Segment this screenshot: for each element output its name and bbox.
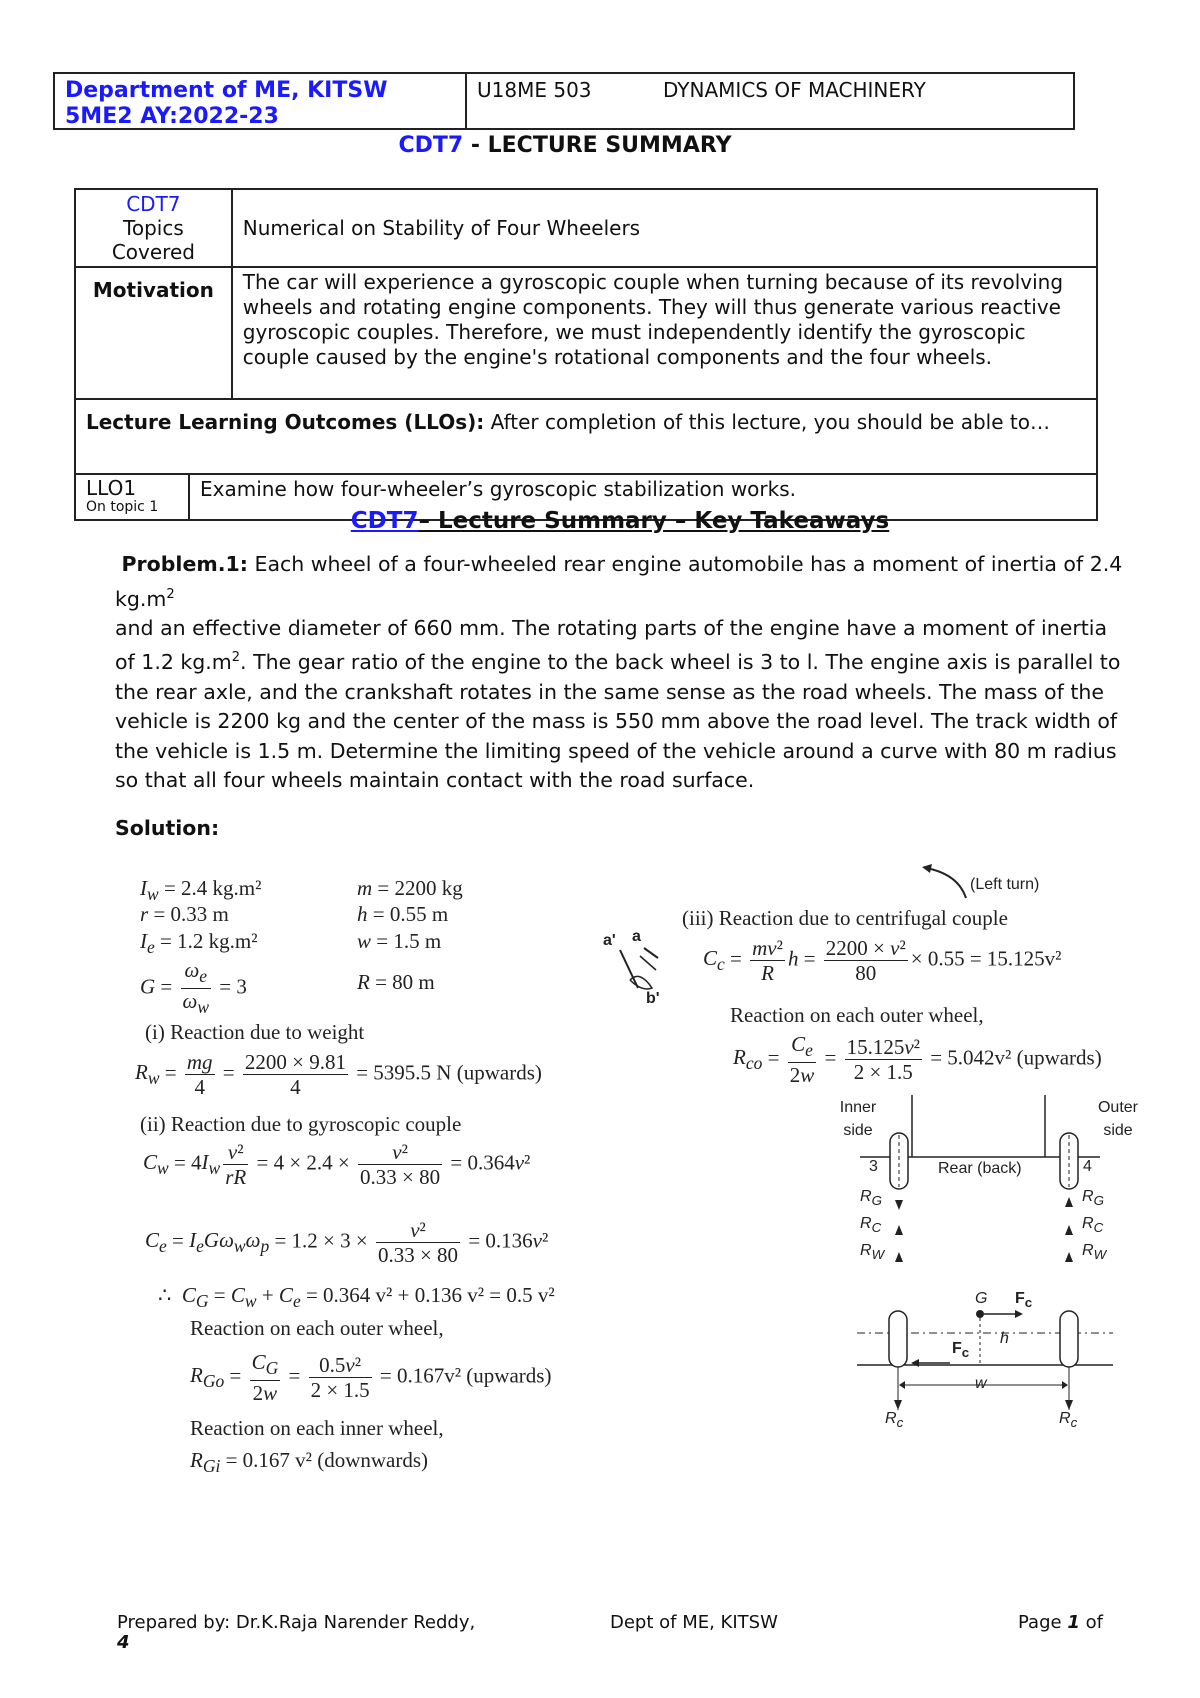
- label-a-prime: a': [603, 932, 616, 949]
- footer-total-pages: 4: [117, 1632, 130, 1653]
- given-w: w = 1.5 m: [357, 929, 442, 953]
- left-turn-label: (Left turn): [970, 876, 1040, 893]
- w-label: w: [975, 1375, 987, 1392]
- outer-wheel-label: Reaction on each outer wheel,: [190, 1316, 444, 1340]
- motivation-text: The car will experience a gyroscopic couple when turning because of its revolving wheels and rotating engine components. They will thus generate various reactive gyroscopic couples. Therefore, we must independently identify the gyroscopic couple caused by the engine's rotational components and the four wheels.: [232, 267, 1097, 399]
- section-heading-text: – Lecture Summary – Key Takeaways: [418, 508, 890, 534]
- rc-label-right: $R_c$: [1059, 1410, 1078, 1431]
- course-code: U18ME 503: [477, 78, 592, 102]
- summary-title-code: CDT7: [398, 133, 464, 158]
- rg-outer: $R_G$: [1082, 1188, 1104, 1209]
- llo-label: Lecture Learning Outcomes (LLOs):: [86, 410, 485, 434]
- problem-label: Problem.1:: [121, 552, 248, 576]
- summary-title-text: - LECTURE SUMMARY: [463, 133, 732, 158]
- step2-heading: (ii) Reaction due to gyroscopic couple: [140, 1112, 462, 1136]
- given-m: m = 2200 kg: [357, 876, 463, 900]
- rco-equation: $R_{co}$ = $\frac{C_e}{2w}$ = $\frac{\text{15.125v²}}{2 \times 1.5}$ = 5.042v² (upwards): [733, 1032, 1102, 1088]
- llo1-label: LLO1: [86, 476, 137, 500]
- given-h: h = 0.55 m: [357, 902, 449, 926]
- section-heading: [0, 508, 1200, 534]
- h-label: h: [1000, 1330, 1009, 1347]
- g-label: G: [975, 1290, 988, 1307]
- fc-label-bottom: $F_c$: [952, 1340, 970, 1361]
- problem-line1: Each wheel of a four-wheeled rear engine automobile has a moment of inertia of 2.4 kg.m: [115, 552, 1123, 611]
- wheel-3-label: 3: [869, 1158, 878, 1175]
- outer-side-label: Outer side: [1097, 1099, 1138, 1139]
- llo1-text: Examine how four-wheeler’s gyroscopic stabilization works.: [189, 474, 1097, 520]
- given-R: R = 80 m: [357, 970, 435, 994]
- llo-intro: After completion of this lecture, you should be able to…: [484, 410, 1050, 434]
- llo1-sub: On topic 1: [86, 499, 159, 515]
- header-left-cell: [55, 74, 467, 128]
- cdt-label: CDT7: [126, 192, 181, 216]
- given-r: r = 0.33 m: [140, 902, 229, 926]
- step1-heading: (i) Reaction due to weight: [145, 1020, 365, 1044]
- problem-line2b: . The gear ratio of the engine to the back wheel is 3 to l. The engine axis is parallel to the rear axle, and the crankshaft rotates in the same sense as the road wheels. The mass of the vehicle is 2200 kg and the center of the mass is 550 mm above the road level. The track width of the vehicle is 1.5 m. Determine the limiting speed of the vehicle around a curve with 80 m radius so that all four wheels maintain contact with the road surface.: [115, 650, 1121, 793]
- inner-wheel-label: Reaction on each inner wheel,: [190, 1416, 444, 1440]
- label-b-prime: b': [646, 990, 660, 1007]
- rc-outer: $R_C$: [1082, 1215, 1104, 1236]
- fc-label-top: $F_c$: [1015, 1290, 1033, 1311]
- wheel-4-label: 4: [1083, 1158, 1092, 1175]
- topics-value: Numerical on Stability of Four Wheelers: [232, 189, 1097, 267]
- semester-year: 5ME2 AY:2022-23: [65, 104, 279, 129]
- ce-equation: $C_e = I_eG\omega_w\omega_p = 1.2 \times 3$ × $\frac{\text{v²}}{0.33 \times 80}$ = 0.136v²: [145, 1218, 549, 1267]
- rw-outer: $R_W$: [1082, 1242, 1107, 1263]
- rw-equation: $R_w$ = $\frac{mg}{4}$ = $\frac{2200 \times 9.81}{4}$ = 5395.5 N (upwards): [135, 1050, 542, 1099]
- rc-inner: $R_C$: [860, 1215, 882, 1236]
- solution-label: Solution:: [115, 816, 220, 840]
- problem-statement: [115, 550, 1125, 796]
- cw-equation: $C_w = 4I_w$ $\frac{\text{v²}}{rR}$ = 4 × 2.4 × $\frac{\text{v²}}{0.33 \times 80}$ = 0.364v²: [143, 1140, 531, 1189]
- step3-heading: (iii) Reaction due to centrifugal couple: [682, 906, 1008, 930]
- footer-prepared: Prepared by: Dr.K.Raja Narender Reddy,: [117, 1612, 476, 1633]
- outer-wheel-label-2: Reaction on each outer wheel,: [730, 1003, 984, 1027]
- section-heading-code: CDT7: [350, 508, 419, 534]
- cc-equation: $C_c$ = $\frac{\text{mv²}}{R}$ h = $\frac{\text{2200 × v²}}{80}$ × 0.55 = 15.125v²: [703, 936, 1062, 985]
- given-iw: $I_w = 2.4$ kg.m²: [140, 876, 262, 905]
- rgo-equation: $R_{Go}$ = $\frac{C_G}{2w}$ = $\frac{\text{0.5v²}}{2 \times 1.5}$ = 0.167v² (upwards): [190, 1350, 552, 1406]
- header-box: [53, 72, 1075, 130]
- course-name: DYNAMICS OF MACHINERY: [663, 78, 926, 102]
- department-name: Department of ME, KITSW: [65, 78, 388, 103]
- rc-label-left: $R_c$: [885, 1410, 904, 1431]
- summary-title: [0, 133, 1130, 158]
- cg-equation: ∴ $C_G = C_w + C_e = 0.364$ v² + 0.136 v² = 0.5 v²: [158, 1283, 555, 1312]
- rear-back-label: Rear (back): [938, 1160, 1022, 1177]
- footer-dept: Dept of ME, KITSW: [610, 1612, 778, 1633]
- given-gear-ratio: G = $\frac{\omega_e}{\omega_w}$ = 3: [140, 958, 247, 1018]
- llo-cell: [75, 399, 1097, 474]
- problem-sup1: 2: [166, 586, 175, 602]
- topics-label: Topics Covered: [111, 216, 195, 264]
- info-table: [74, 188, 1098, 521]
- inner-side-label: Inner side: [839, 1099, 877, 1139]
- motivation-label: Motivation: [75, 267, 232, 399]
- left-turn-arrow-icon: [918, 862, 978, 902]
- given-ie: $I_e = 1.2$ kg.m²: [140, 929, 258, 958]
- rgi-equation: $R_{Gi} = 0.167$ v² (downwards): [190, 1448, 429, 1477]
- rw-inner: $R_W$: [860, 1242, 885, 1263]
- problem-sup2: 2: [231, 650, 241, 666]
- problem-line2a: and an effective diameter of 660 mm. The rotating parts of the engine have a moment of inertia of 1.2 kg.m: [115, 615, 1108, 675]
- footer-page: Page 1 of: [1018, 1612, 1103, 1633]
- cdt-cell: [75, 189, 232, 267]
- label-a: a: [632, 928, 641, 945]
- rg-inner: $R_G$: [860, 1188, 882, 1209]
